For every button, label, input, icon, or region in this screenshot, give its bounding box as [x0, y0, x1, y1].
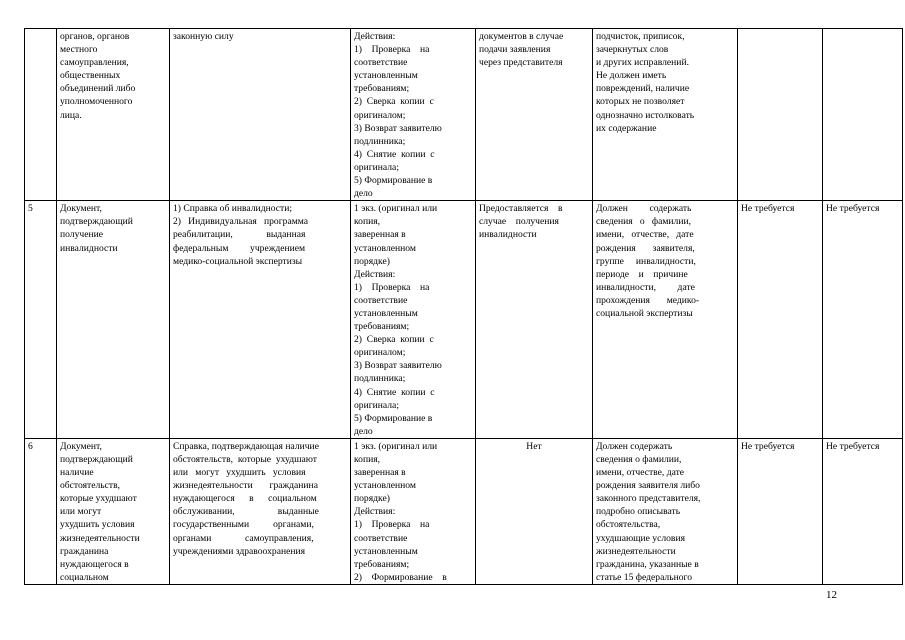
- cell-line: статье 15 федерального: [596, 571, 693, 583]
- cell-line: повреждений, наличие: [596, 83, 690, 95]
- document-list-cell: [170, 29, 351, 201]
- cell-line: обслуживании, выданные: [173, 506, 319, 518]
- form-cell-2: [823, 29, 903, 201]
- requirements-cell: [593, 438, 738, 584]
- cell-line: их содержание: [596, 122, 657, 134]
- form-cell-1: Не требуется: [738, 201, 823, 439]
- cell-line: общественных: [60, 70, 121, 82]
- cell-line: подлинника;: [354, 135, 406, 147]
- document-list-cell: [170, 201, 351, 439]
- cell-line: обстоятельств, которые ухудшают: [173, 454, 318, 465]
- cell-line: социальной экспертизы: [596, 307, 693, 319]
- cell-line: учреждениями здравоохранения: [173, 545, 306, 557]
- cell-line: подлинника;: [354, 373, 406, 385]
- cell-line: оригинала;: [354, 161, 399, 173]
- conditions-cell: [476, 201, 593, 439]
- document-name-cell: [57, 201, 170, 439]
- cell-line: случае получения: [479, 216, 559, 228]
- cell-line: социальном: [60, 571, 109, 583]
- page-number: 12: [826, 589, 837, 601]
- row-number: [25, 29, 57, 201]
- cell-line: гражданина, указанные в: [596, 558, 699, 570]
- cell-line: документов в случае: [479, 31, 564, 42]
- cell-line: установленным: [354, 307, 418, 319]
- cell-line: имени, отчестве, дате: [596, 229, 694, 241]
- documents-table: [24, 28, 903, 585]
- cell-line: Нет: [526, 440, 542, 452]
- cell-line: 1) Проверка на: [354, 281, 430, 293]
- cell-line: 2) Сверка копии с: [354, 334, 434, 346]
- cell-line: подчисток, приписок,: [596, 31, 685, 42]
- cell-line: гражданина: [60, 545, 109, 557]
- cell-line: объединений либо: [60, 83, 136, 95]
- cell-line: Должен содержать: [596, 203, 692, 215]
- cell-line: 1) Проверка на: [354, 519, 430, 531]
- cell-line: инвалидности, дате: [596, 281, 695, 293]
- cell-line: подтверждающий: [60, 216, 133, 228]
- cell-line: инвалидности: [60, 242, 118, 254]
- cell-line: соответствие: [354, 532, 408, 544]
- cell-line: копия,: [354, 216, 381, 228]
- cell-line: Предоставляется в: [479, 203, 563, 215]
- cell-line: инвалидности: [479, 229, 537, 241]
- document-name-cell: [57, 438, 170, 584]
- cell-line: 4) Снятие копии с: [354, 148, 435, 160]
- cell-line: порядке): [354, 493, 390, 505]
- cell-line: Действия:: [354, 506, 396, 518]
- cell-line: или могут: [60, 506, 102, 518]
- cell-line: уполномоченного: [60, 96, 133, 108]
- cell-line: Справка, подтверждающая наличие: [173, 440, 319, 452]
- cell-line: группе инвалидности,: [596, 255, 696, 267]
- form-cell-1: [738, 29, 823, 201]
- cell-line: подробно описывать: [596, 506, 681, 518]
- cell-line: имени, отчестве, дате: [596, 467, 685, 479]
- cell-line: местного: [60, 44, 98, 56]
- cell-line: наличие: [60, 467, 94, 479]
- cell-line: федеральным учреждением: [173, 242, 306, 254]
- conditions-cell: [476, 438, 593, 584]
- cell-line: 5) Формирование в: [354, 175, 433, 187]
- cell-line: требованиям;: [354, 321, 410, 333]
- cell-line: оригиналом;: [354, 347, 406, 359]
- cell-line: медико-социальной экспертизы: [173, 255, 303, 267]
- conditions-cell: [476, 29, 593, 201]
- cell-line: Должен содержать: [596, 440, 673, 452]
- table-row: [25, 201, 903, 439]
- cell-line: получение: [60, 229, 103, 241]
- cell-line: подтверждающий: [60, 454, 133, 465]
- cell-line: установленном: [354, 480, 416, 492]
- cell-line: жизнедеятельности: [60, 532, 140, 544]
- actions-cell: [351, 438, 476, 584]
- cell-line: обстоятельства,: [596, 519, 661, 531]
- cell-line: заверенная в: [354, 229, 406, 241]
- cell-line: 1 экз. (оригинал или: [354, 203, 438, 215]
- cell-line: жизнедеятельности: [596, 545, 676, 557]
- cell-line: ухудшить условия: [60, 519, 135, 531]
- cell-line: ухудшающие условия: [596, 532, 686, 544]
- cell-line: оригиналом;: [354, 109, 406, 121]
- cell-line: или могут ухудшить условия: [173, 467, 306, 479]
- cell-line: самоуправления,: [60, 57, 129, 69]
- cell-line: и других исправлений.: [596, 57, 689, 69]
- cell-line: Документ,: [60, 440, 102, 452]
- cell-line: государственными органами,: [173, 519, 314, 531]
- cell-line: которые ухудшают: [60, 493, 137, 505]
- cell-line: Действия:: [354, 268, 396, 280]
- cell-line: законную силу: [173, 31, 234, 42]
- cell-line: требованиям;: [354, 83, 410, 95]
- table-row: [25, 29, 903, 201]
- cell-line: оригинала;: [354, 399, 399, 411]
- actions-cell: [351, 201, 476, 439]
- cell-line: реабилитации, выданная: [173, 229, 306, 241]
- cell-line: соответствие: [354, 57, 408, 69]
- cell-line: 5) Формирование в: [354, 412, 433, 424]
- cell-line: 4) Снятие копии с: [354, 386, 435, 398]
- cell-line: прохождения медико-: [596, 294, 700, 306]
- cell-line: 1) Справка об инвалидности;: [173, 203, 292, 215]
- cell-line: периоде и причине: [596, 268, 688, 280]
- cell-line: лица.: [60, 109, 82, 121]
- cell-line: 2) Индивидуальная программа: [173, 216, 309, 228]
- cell-line: 3) Возврат заявителю: [354, 360, 442, 372]
- form-cell-2: Не требуется: [823, 438, 903, 584]
- cell-line: которых не позволяет: [596, 96, 685, 108]
- form-cell-1: Не требуется: [738, 438, 823, 584]
- cell-line: сведения о фамилии,: [596, 454, 682, 465]
- cell-line: дело: [354, 425, 373, 437]
- cell-line: законного представителя,: [596, 493, 701, 505]
- cell-line: зачеркнутых слов: [596, 44, 669, 56]
- form-cell-2: Не требуется: [823, 201, 903, 439]
- cell-line: нуждающегося в: [60, 558, 129, 570]
- requirements-cell: [593, 29, 738, 201]
- cell-line: рождения заявителя либо: [596, 480, 700, 492]
- cell-line: установленном: [354, 242, 416, 254]
- cell-line: требованиям;: [354, 558, 410, 570]
- cell-line: Не должен иметь: [596, 70, 667, 82]
- cell-line: соответствие: [354, 294, 408, 306]
- actions-cell: [351, 29, 476, 201]
- cell-line: дело: [354, 188, 373, 200]
- cell-line: жизнедеятельности гражданина: [173, 480, 318, 492]
- cell-line: 3) Возврат заявителю: [354, 122, 442, 134]
- requirements-cell: [593, 201, 738, 439]
- cell-line: органами самоуправления,: [173, 532, 314, 544]
- cell-line: копия,: [354, 454, 381, 465]
- cell-line: сведения о фамилии,: [596, 216, 692, 228]
- cell-line: заверенная в: [354, 467, 406, 479]
- document-name-cell: [57, 29, 170, 201]
- row-number: 6: [25, 438, 57, 584]
- cell-line: 2) Формирование в: [354, 571, 447, 583]
- cell-line: установленным: [354, 70, 418, 82]
- cell-line: обстоятельств,: [60, 480, 121, 492]
- cell-line: через представителя: [479, 57, 563, 69]
- table-row: [25, 438, 903, 584]
- cell-line: установленным: [354, 545, 418, 557]
- cell-line: 1 экз. (оригинал или: [354, 440, 438, 452]
- cell-line: подачи заявления: [479, 44, 551, 56]
- row-number: 5: [25, 201, 57, 439]
- document-list-cell: [170, 438, 351, 584]
- cell-line: порядке): [354, 255, 390, 267]
- cell-line: органов, органов: [60, 31, 130, 42]
- cell-line: 2) Сверка копии с: [354, 96, 434, 108]
- cell-line: рождения заявителя,: [596, 242, 695, 254]
- cell-line: Действия:: [354, 31, 396, 42]
- cell-line: нуждающегося в социальном: [173, 493, 317, 505]
- cell-line: Документ,: [60, 203, 102, 215]
- cell-line: однозначно истолковать: [596, 109, 695, 121]
- cell-line: 1) Проверка на: [354, 44, 430, 56]
